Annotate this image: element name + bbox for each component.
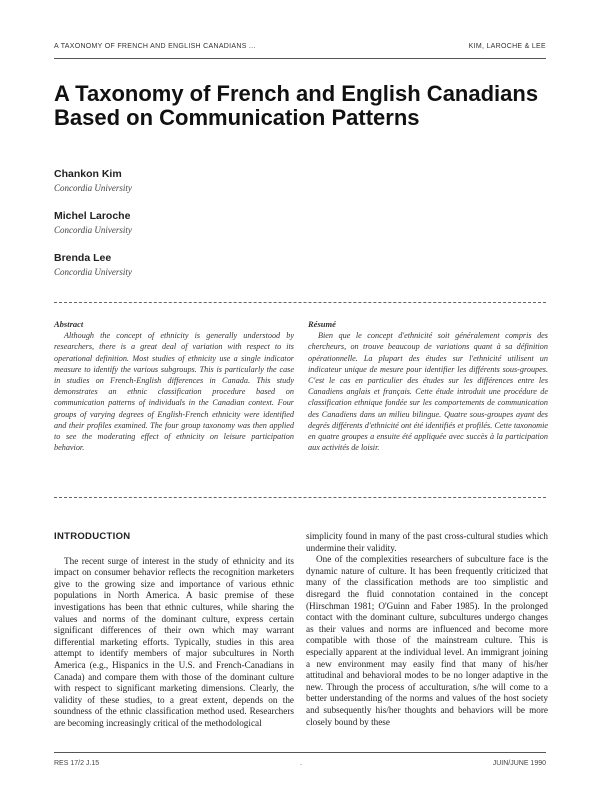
author-2 [54,210,132,235]
section-heading-introduction: INTRODUCTION [54,531,131,542]
footer-rule [54,752,546,753]
abstract-bottom-rule [54,497,546,498]
author-name: Brenda Lee [54,252,112,264]
body-column-left [54,531,294,730]
body-paragraph: One of the complexities researchers of subculture face is the dynamic nature of culture. It has been frequently criticized that many of the classification methods are too simplistic and disregard the fluid connotation contained in the concept (Hirschman 1981; O'Guinn and Faber 1985). In the prolonged contact with the dominant culture, subcultures undergo changes as their values and norms are influenced and become more compatible with those of the mainstream culture. This is especially apparent at the individual level. An immigrant joining a new environment may easily find that many of his/her attitudinal and behavioral modes to be no longer adaptive in the new. Through the process of acculturation, s/he will come to a better understanding of the norms and values of the host society and subsequently his/her thoughts and behaviors will be more closely bound by these [306,554,548,727]
resume-body: Bien que le concept d'ethnicité soit généralement compris des chercheurs, on trouve beaucoup de variations quant à sa définition opérationnelle. La plupart des études sur l'ethnicité utilisent un indicateur unique de mesure pour identifier les différents sous-groupes. C'est le cas en particulier des études sur les différences entre les Canadiens anglais et français. Cette étude introduit une procédure de classification ethnique fondée sur les comportements de communication des Canadiens dans un milieu bilingue. Quatre sous-groupes ayant des degrés différents d'ethnicité ont été identifiés et profilés. Cette taxonomie en quatre groupes a ensuite été appliquée avec succès à la participation aux activités de loisir. [308,331,548,453]
footer-left: RES 17/2 J.15 [54,760,100,767]
paper-title: A Taxonomy of French and English Canadians Based on Communication Patterns [54,81,539,130]
running-head-left: A TAXONOMY OF FRENCH AND ENGLISH CANADIANS ... [54,43,256,50]
author-name: Chankon Kim [54,168,122,180]
resume-heading: Résumé [308,319,336,329]
author-affiliation: Concordia University [54,183,132,193]
author-1 [54,168,132,193]
header-rule [54,58,546,59]
running-head-right: KIM, LAROCHE & LEE [468,43,546,50]
abstract-english [54,319,294,453]
body-column-right [306,531,548,728]
abstract-french [308,319,548,453]
body-paragraph: The recent surge of interest in the study of ethnicity and its impact on consumer behavior reflects the recognition marketers give to the growing size and importance of various ethnic populations in North America. A basic premise of these investigations has been that ethnic cultures, while sharing the values and norms of the dominant culture, express certain significant differences of their own which may warrant differential marketing efforts. Typically, studies in this area attempt to identify members of major subcultures in North America (e.g., Hispanics in the U.S. and French-Canadians in Canada) and compare them with those of the dominant culture with respect to significant marketing dimensions. Clearly, the validity of these studies, to a great extent, depends on the soundness of the ethnic classification method used. Researchers are becoming increasingly critical of the methodological [54,555,294,728]
abstract-heading: Abstract [54,319,84,329]
footer-right: JUIN/JUNE 1990 [492,760,546,767]
author-name: Michel Laroche [54,210,131,222]
author-affiliation: Concordia University [54,225,132,235]
footer-mid: . [300,760,302,767]
body-paragraph: simplicity found in many of the past cross-cultural studies which undermine their validity. [306,531,548,553]
author-affiliation: Concordia University [54,267,132,277]
running-head [54,43,546,55]
page-footer [54,760,546,772]
author-3 [54,252,132,277]
abstract-top-rule [54,302,546,303]
abstract-body: Although the concept of ethnicity is generally understood by researchers, there is a great deal of variation with respect to its operational definition. Most studies of ethnicity use a single indicator measure to identify the various subgroups. This is particularly the case in studies on French-English differences in Canada. This study demonstrates an ethnic classification procedure based on communication patterns of individuals in the Canadian context. Four groups of varying degrees of English-French ethnicity were identified and their profiles examined. The four group taxonomy was then applied to see the moderating effect of ethnicity on leisure participation behavior. [54,331,294,453]
